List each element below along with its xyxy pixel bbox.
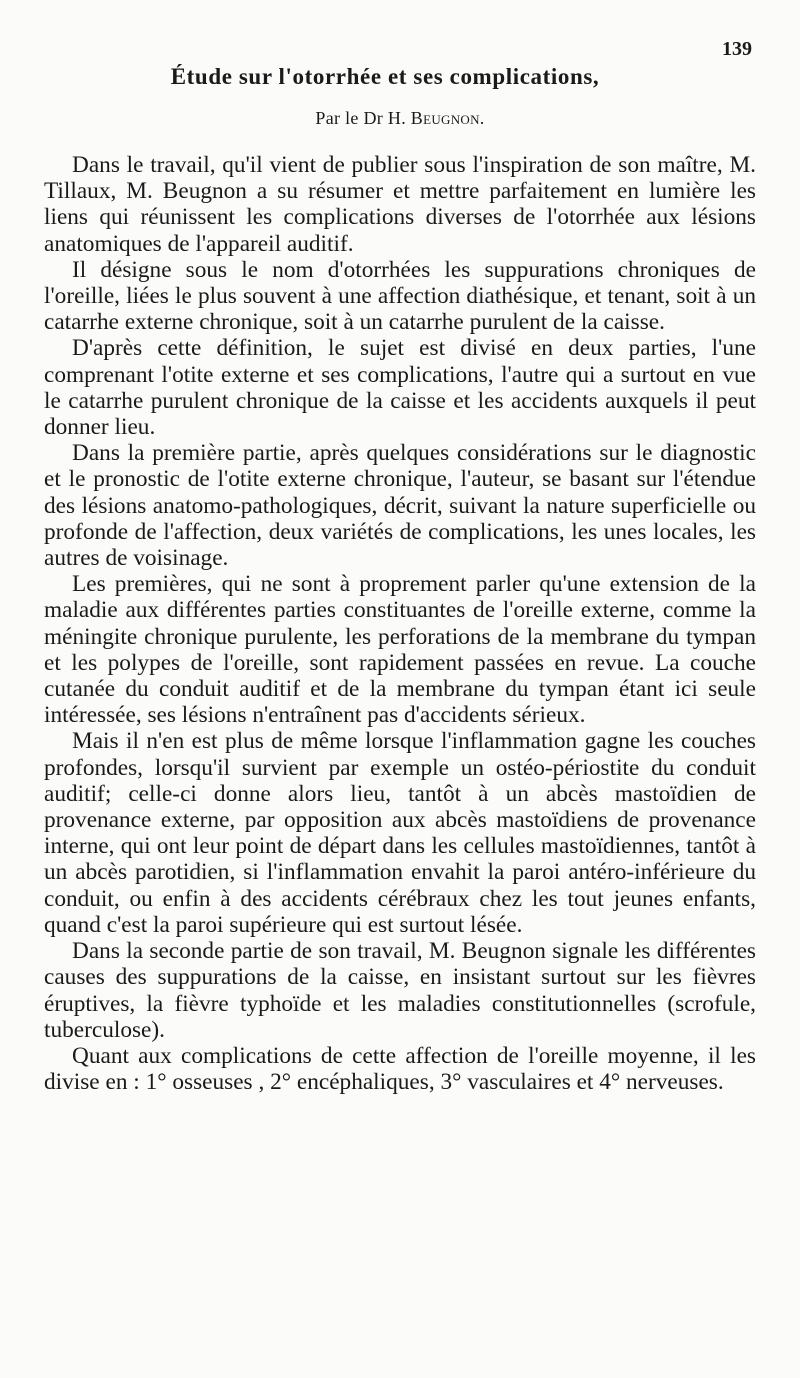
page-number: 139 xyxy=(722,38,752,60)
paragraph: Les premières, qui ne sont à proprement parler qu'une extension de la maladie aux différentes parties constituantes de l'oreille externe, comme la méningite chronique purulente, les perforations de la membrane du tympan et les polypes de l'oreille, sont rapidement passées en revue. La couche cutanée du conduit auditif et de la membrane du tympan étant ici seule intéressée, ses lésions n'entraînent pas d'accidents sérieux. xyxy=(44,571,756,729)
article-body xyxy=(44,152,756,1095)
paragraph: Il désigne sous le nom d'otorrhées les suppurations chroniques de l'oreille, liées le plus souvent à une affection diathésique, et tenant, soit à un catarrhe externe chronique, soit à un catarrhe purulent de la caisse. xyxy=(44,256,756,336)
author-name: H. Beugnon. xyxy=(387,108,485,128)
paragraph: Quant aux complications de cette affection de l'oreille moyenne, il les divise en : 1° osseuses , 2° encéphaliques, 3° vasculaires et 4° nerveuses. xyxy=(44,1042,756,1096)
byline-prefix: Par le Dr xyxy=(315,108,384,128)
article-title: Étude sur l'otorrhée et ses complications, xyxy=(170,64,600,89)
paragraph: Dans la première partie, après quelques considérations sur le diagnostic et le pronostic de l'otite externe chronique, l'auteur, se basant sur l'étendue des lésions anatomo-pathologiques, décrit, suivant la nature superficielle ou profonde de l'affection, deux variétés de complications, les unes locales, les autres de voisinage. xyxy=(44,440,756,572)
paragraph: Dans le travail, qu'il vient de publier sous l'inspiration de son maître, M. Tillaux, M. Beugnon a su résumer et mettre parfaitement en lumière les liens qui réunissent les complications diverses de l'otorrhée aux lésions anatomiques de l'appareil auditif. xyxy=(44,152,756,257)
author-byline xyxy=(0,108,800,129)
paragraph: D'après cette définition, le sujet est divisé en deux parties, l'une comprenant l'otite externe et ses complications, l'autre qui a surtout en vue le catarrhe purulent chronique de la caisse et les accidents auxquels il peut donner lieu. xyxy=(44,335,756,441)
paragraph: Mais il n'en est plus de même lorsque l'inflammation gagne les couches profondes, lorsqu'il survient par exemple un ostéo-périostite du conduit auditif; celle-ci donne alors lieu, tantôt à un abcès mastoïdien de provenance externe, par opposition aux abcès mastoïdiens de provenance interne, qui ont leur point de départ dans les cellules mastoïdiennes, tantôt à un abcès parotidien, si l'inflammation envahit la paroi antéro-inférieure du conduit, ou enfin à des accidents cérébraux chez les tout jeunes enfants, quand c'est la paroi supérieure qui est surtout lésée. xyxy=(44,728,756,938)
paragraph: Dans la seconde partie de son travail, M. Beugnon signale les différentes causes des suppurations de la caisse, en insistant surtout sur les fièvres éruptives, la fièvre typhoïde et les maladies constitutionnelles (scrofule, tuberculose). xyxy=(44,938,756,1043)
